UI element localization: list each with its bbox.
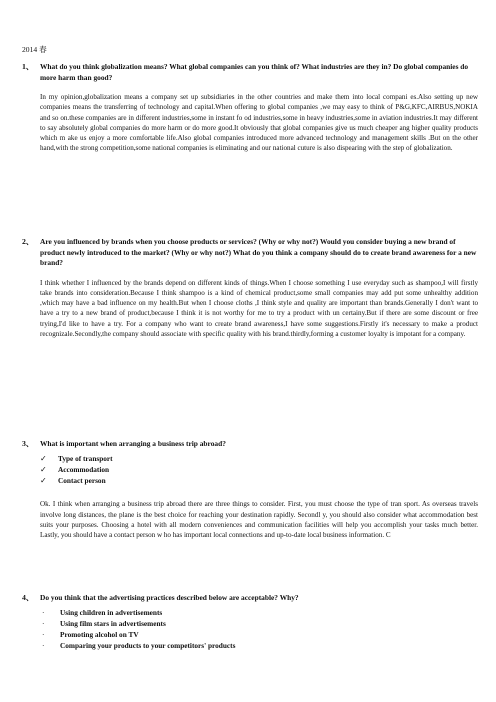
question-text: Are you influenced by brands when you choose products or services? (Why or why not?) Would you consider buying a new brand of product newly introduced to the market? (Why or why not?) What do you think a company should do to create brand awareness for a new brand? bbox=[40, 237, 477, 267]
list-item bbox=[40, 453, 478, 464]
list-item-label: Contact person bbox=[58, 476, 106, 486]
checkmark-icon: ✓ bbox=[40, 476, 47, 486]
answer-paragraph: In my opinion,globalization means a company set up subsidiaries in the other countries and make them into local compani es.Also setting up new companies means the transferring of technology and capital.When offering to global companies ,we may easy to think of P&G,KFC,AIRBUS,NOKIA and so on.these companies are in different industries,some in instant fo od industries,some in heavy industries,some in aviation industries.It may different to say absolutely global companies do more harm or do more good.It obviously that global companies give us much cheaper ang higher quality products which m ake us enjoy a more comfortable life.Also global companies introduced more advanced technology and management skills .But on the other hand,with the strong competition,some national companies is eliminating and our national cuture is also dispearing with the step of globalization. bbox=[40, 93, 478, 153]
list-item bbox=[40, 607, 478, 618]
bullet-list bbox=[40, 607, 478, 652]
question-text: Do you think that the advertising practices described below are acceptable? Why? bbox=[40, 593, 299, 602]
answer-paragraph: Ok. I think when arranging a business trip abroad there are three things to consider. First, you must choose the type of tran sport. As overseas travels involve long distances, the plane is the best choice for reaching your destination rapidly. Secondl y, you should also consider what accommodation best suits your purposes. Choosing a hotel with all modern conveniences and communication facilities will help you accomplish your tasks much better. Lastly, you should have a contact person w ho has important local connections and up-to-date local business information. C bbox=[40, 500, 478, 540]
bullet-icon: · bbox=[42, 607, 45, 617]
question-3 bbox=[22, 439, 478, 541]
answer-paragraph: I think whether I influenced by the brands depend on different kinds of things.When I choose something I use everyday such as shampoo,I will firstly take brands into consideration.Because I think shampoo is a kind of chemical product,some small companies may add put some unhealthy addition ,which may have a bad influence on my health.But when I choose cloths ,I think style and quality are important than brands.Generally I don't want to have a try to a new brand of product,because I think it is not worthy for me to try a product with un certainy.But if there are some discount or free trying,I'd like to have a try. For a company who want to create brand awareness,I have some suggestions.Firstly it's necessary to make a product recognizale.Secondly,the company should associate with specific quality with his brand.thirdly,forming a customer loyalty is impotant for a company. bbox=[40, 278, 478, 338]
checkmark-icon: ✓ bbox=[40, 453, 47, 463]
list-item-label: Using film stars in advertisements bbox=[60, 618, 166, 628]
bullet-icon: · bbox=[42, 641, 45, 651]
question-1 bbox=[22, 62, 478, 154]
question-text: What is important when arranging a business trip abroad? bbox=[40, 439, 226, 448]
list-item-label: Comparing your products to your competitors' products bbox=[60, 641, 236, 651]
bullet-icon: · bbox=[42, 630, 45, 640]
list-item bbox=[40, 640, 478, 651]
list-item-label: Promoting alcohol on TV bbox=[60, 630, 139, 640]
list-item bbox=[40, 618, 478, 629]
question-4 bbox=[22, 593, 478, 652]
list-item-label: Accommodation bbox=[58, 464, 110, 474]
question-text: What do you think globalization means? What global companies can you think of? What industries are they in? Do global companies do more harm than good? bbox=[40, 62, 469, 82]
checkmark-icon: ✓ bbox=[40, 464, 47, 474]
question-2 bbox=[22, 237, 478, 339]
bullet-icon: · bbox=[42, 618, 45, 628]
checklist bbox=[40, 453, 478, 487]
list-item bbox=[40, 475, 478, 486]
list-item bbox=[40, 464, 478, 475]
question-number: 4、 bbox=[22, 593, 34, 602]
question-number: 3、 bbox=[22, 439, 34, 448]
question-number: 2、 bbox=[22, 237, 34, 246]
list-item-label: Using children in advertisements bbox=[60, 607, 163, 617]
list-item-label: Type of transport bbox=[58, 453, 113, 463]
question-number: 1、 bbox=[22, 62, 34, 71]
term-header: 2014 春 bbox=[22, 45, 47, 54]
list-item bbox=[40, 629, 478, 640]
